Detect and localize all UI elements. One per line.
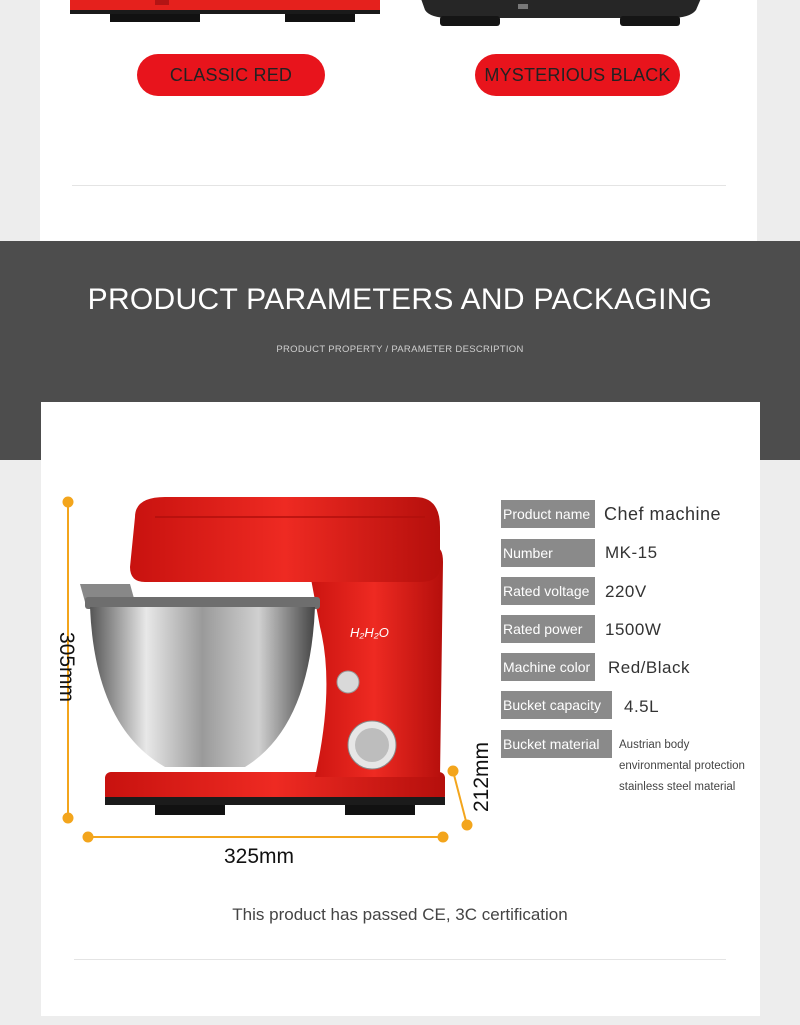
- height-dimension-label: 305mm: [55, 631, 79, 703]
- spec-value-rated-power: 1500W: [605, 620, 662, 639]
- spec-label-product-name: Product name: [501, 500, 595, 528]
- bucket-material-line: stainless steel material: [619, 781, 736, 793]
- bottom-divider: [74, 959, 726, 960]
- spec-value-machine-color: Red/Black: [608, 658, 690, 677]
- spec-label-number: Number: [501, 539, 595, 567]
- spec-label-machine-color: Machine color: [501, 653, 595, 681]
- banner-title: PRODUCT PARAMETERS AND PACKAGING: [87, 283, 713, 316]
- mysterious-black-button[interactable]: MYSTERIOUS BLACK: [475, 54, 680, 96]
- red-mixer-base-image: [70, 0, 380, 26]
- stand-mixer-image: [35, 487, 465, 832]
- classic-red-button[interactable]: CLASSIC RED: [137, 54, 325, 96]
- spec-value-rated-voltage: 220V: [605, 582, 647, 601]
- svg-text:H₂H₂O: H₂H₂O: [350, 625, 389, 640]
- spec-value-bucket-material: [619, 735, 764, 798]
- black-mixer-base-image: [420, 0, 702, 30]
- spec-label-bucket-material: Bucket material: [501, 730, 612, 758]
- spec-value-number: MK-15: [605, 543, 658, 562]
- bucket-material-line: environmental protection: [619, 760, 745, 772]
- spec-value-bucket-capacity: 4.5L: [624, 697, 660, 716]
- banner-subtitle: PRODUCT PROPERTY / PARAMETER DESCRIPTION: [276, 344, 524, 355]
- spec-label-rated-voltage: Rated voltage: [501, 577, 595, 605]
- spec-label-bucket-capacity: Bucket capacity: [501, 691, 612, 719]
- width-dimension-label: 325mm: [224, 845, 295, 868]
- spec-label-rated-power: Rated power: [501, 615, 595, 643]
- section-divider: [72, 185, 726, 186]
- color-options-section: [40, 0, 757, 241]
- certification-note: This product has passed CE, 3C certification: [232, 905, 568, 924]
- bucket-material-line: Austrian body: [619, 739, 690, 751]
- depth-dimension-label: 212mm: [470, 741, 494, 813]
- spec-value-product-name: Chef machine: [604, 504, 722, 524]
